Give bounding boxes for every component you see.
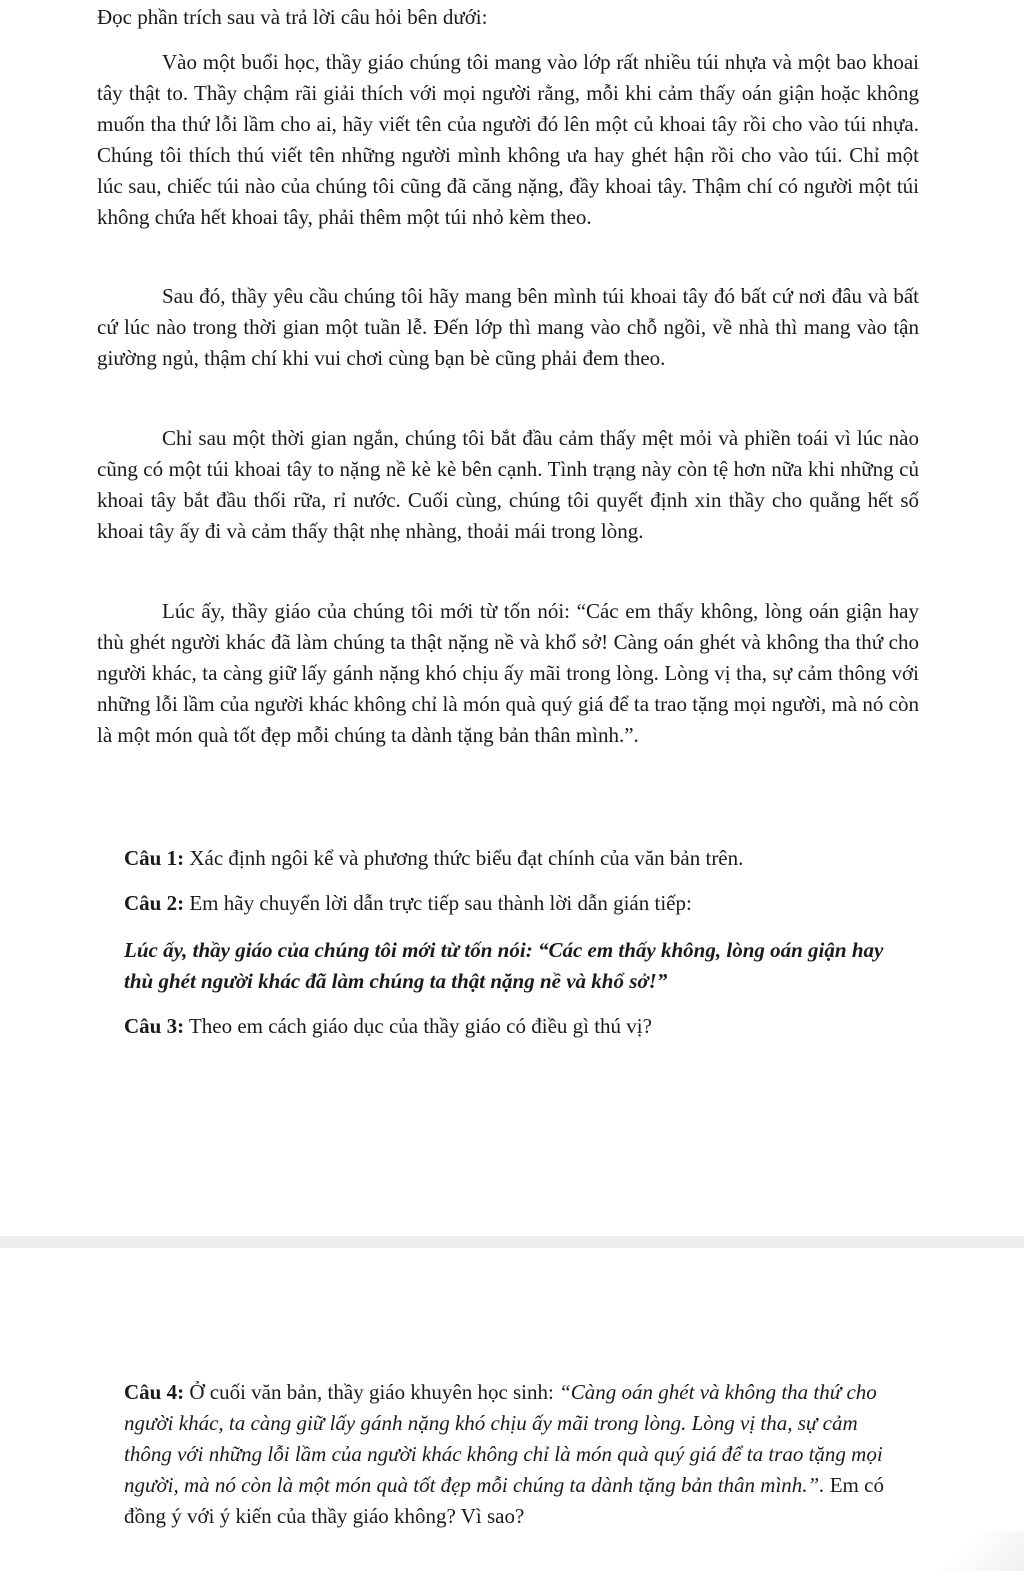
passage-paragraph-1: Vào một buổi học, thầy giáo chúng tôi mang vào lớp rất nhiều túi nhựa và một bao khoai tây thật to. Thầy chậm rãi giải thích với mọi người rằng, mỗi khi cảm thấy oán giận hoặc không muốn tha thứ lỗi lầm cho ai, hãy viết tên của người đó lên một củ khoai tây rồi cho vào túi nhựa. Chúng tôi thích thú viết tên những người mình không ưa hay ghét hận rồi cho vào túi. Chỉ một lúc sau, chiếc túi nào của chúng tôi cũng đã căng nặng, đầy khoai tây. Thậm chí có người một túi không chứa hết khoai tây, phải thêm một túi nhỏ kèm theo. bbox=[97, 50, 919, 229]
question-3 bbox=[124, 1011, 914, 1042]
question-4-label: Câu 4: bbox=[124, 1380, 185, 1404]
passage-paragraph-3: Chỉ sau một thời gian ngắn, chúng tôi bắt đầu cảm thấy mệt mỏi và phiền toái vì lúc nào cũng có một túi khoai tây to nặng nề kè kè bên cạnh. Tình trạng này còn tệ hơn nữa khi những củ khoai tây bắt đầu thối rữa, rỉ nước. Cuối cùng, chúng tôi quyết định xin thầy cho quẳng hết số khoai tây ấy đi và cảm thấy thật nhẹ nhàng, thoải mái trong lòng. bbox=[97, 426, 919, 543]
question-2 bbox=[124, 888, 914, 919]
question-1-label: Câu 1: bbox=[124, 846, 185, 870]
page-separator bbox=[0, 1236, 1024, 1248]
corner-shadow bbox=[914, 1531, 1024, 1571]
question-1-text: Xác định ngôi kể và phương thức biểu đạt chính của văn bản trên. bbox=[184, 846, 744, 870]
question-2-label: Câu 2: bbox=[124, 891, 185, 915]
intro-instruction: Đọc phần trích sau và trả lời câu hỏi bên dưới: bbox=[97, 5, 488, 29]
question-4-quote: “Càng oán ghét và không tha thứ cho người khác, ta càng giữ lấy gánh nặng khó chịu ấy mãi trong lòng. Lòng vị tha, sự cảm thông với những lỗi lầm của người khác không chỉ là món quà quý giá để ta trao tặng mọi người, mà nó còn là một món quà tốt đẹp mỗi chúng ta dành tặng bản thân mình.”. bbox=[124, 1380, 883, 1497]
question-4-tail: Em có đồng ý với ý kiến của thầy giáo không? Vì sao? bbox=[124, 1473, 884, 1528]
question-2-quote: Lúc ấy, thầy giáo của chúng tôi mới từ tốn nói: “Các em thấy không, lòng oán giận hay thù ghét người khác đã làm chúng ta thật nặng nề và khổ sở!” bbox=[124, 938, 884, 993]
question-3-text: Theo em cách giáo dục của thầy giáo có điều gì thú vị? bbox=[184, 1014, 652, 1038]
question-2-text: Em hãy chuyển lời dẫn trực tiếp sau thành lời dẫn gián tiếp: bbox=[184, 891, 692, 915]
question-4 bbox=[124, 1377, 894, 1532]
passage-paragraph-2: Sau đó, thầy yêu cầu chúng tôi hãy mang bên mình túi khoai tây đó bất cứ nơi đâu và bất cứ lúc nào trong thời gian một tuần lễ. Đến lớp thì mang vào chỗ ngồi, về nhà thì mang vào tận giường ngủ, thậm chí khi vui chơi cùng bạn bè cũng phải đem theo. bbox=[97, 284, 919, 370]
question-4-lead: Ở cuối văn bản, thầy giáo khuyên học sinh: bbox=[184, 1380, 560, 1404]
question-3-label: Câu 3: bbox=[124, 1014, 185, 1038]
passage-paragraph-4: Lúc ấy, thầy giáo của chúng tôi mới từ tốn nói: “Các em thấy không, lòng oán giận hay thù ghét người khác đã làm chúng ta thật nặng nề và khổ sở! Càng oán ghét và không tha thứ cho người khác, ta càng giữ lấy gánh nặng khó chịu ấy mãi trong lòng. Lòng vị tha, sự cảm thông với những lỗi lầm của người khác không chỉ là món quà quý giá để ta trao tặng mọi người, mà nó còn là một món quà tốt đẹp mỗi chúng ta dành tặng bản thân mình.”. bbox=[97, 599, 919, 747]
question-1 bbox=[124, 843, 914, 874]
